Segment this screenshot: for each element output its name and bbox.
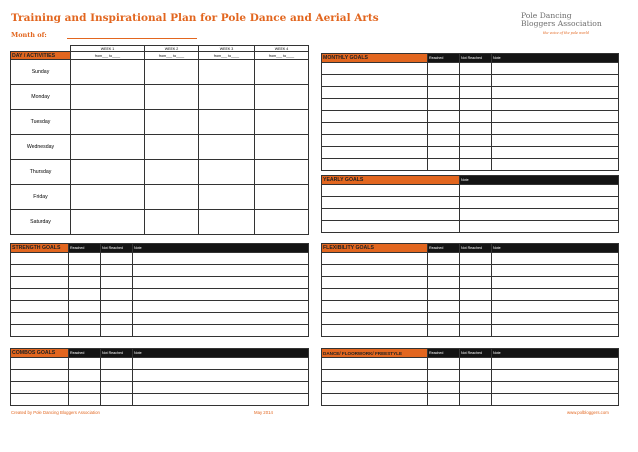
logo <box>521 12 631 38</box>
combos-goals-title: COMBOS GOALS <box>11 349 69 358</box>
col-reached: Reached <box>428 349 460 358</box>
goal-row <box>11 382 309 394</box>
col-reached: Reached <box>428 54 460 63</box>
col-note: Note <box>133 244 309 253</box>
goal-row <box>322 301 619 313</box>
goal-row <box>322 358 619 370</box>
col-note: Note <box>492 244 619 253</box>
day-label: Friday <box>11 185 71 210</box>
goal-row <box>322 87 619 99</box>
goal-row <box>322 185 619 197</box>
strength-goals-table <box>10 243 309 337</box>
day-row <box>11 110 309 135</box>
flexibility-goals-table <box>321 243 619 337</box>
logo-line-2: Bloggers Association <box>521 19 602 28</box>
page-title: Training and Inspirational Plan for Pole Dance and Aerial Arts <box>11 12 379 24</box>
combos-goals-table <box>10 348 309 406</box>
week-1-range[interactable]: from___ to____ <box>71 52 145 60</box>
goal-row <box>11 301 309 313</box>
week-2-range[interactable]: from___ to____ <box>145 52 199 60</box>
goal-row <box>322 253 619 265</box>
day-label: Sunday <box>11 60 71 85</box>
goal-row <box>322 370 619 382</box>
goal-row <box>11 253 309 265</box>
monthly-goals-title: MONTHLY GOALS <box>322 54 428 63</box>
col-note: Note <box>492 54 619 63</box>
strength-goals-title: STRENGTH GOALS <box>11 244 69 253</box>
goals-header-row <box>322 54 619 63</box>
footer-credit: Created by Pole Dancing Bloggers Association <box>11 410 100 415</box>
col-not-reached: Not Reached <box>460 54 492 63</box>
goal-row <box>322 111 619 123</box>
goal-row <box>11 370 309 382</box>
goal-row <box>322 265 619 277</box>
week-2-label: WEEK 2 <box>145 46 199 52</box>
goal-row <box>322 197 619 209</box>
goals-header-row <box>322 176 619 185</box>
goal-row <box>11 325 309 337</box>
day-row <box>11 85 309 110</box>
goal-row <box>322 159 619 171</box>
yearly-goals-table <box>321 175 619 233</box>
goal-row <box>11 358 309 370</box>
week-3-label: WEEK 3 <box>199 46 255 52</box>
goal-row <box>322 99 619 111</box>
footer-date: May 2014 <box>254 410 273 415</box>
week-table <box>10 45 309 235</box>
monthly-goals-table <box>321 53 619 171</box>
day-label: Saturday <box>11 210 71 235</box>
col-note: Note <box>492 349 619 358</box>
goal-row <box>11 265 309 277</box>
day-row <box>11 135 309 160</box>
goal-row <box>322 382 619 394</box>
month-input-line[interactable] <box>67 38 197 39</box>
col-not-reached: Not Reached <box>460 349 492 358</box>
goal-row <box>322 123 619 135</box>
day-row <box>11 210 309 235</box>
footer-website-link[interactable]: www.polbloggers.com <box>567 410 609 415</box>
month-label: Month of: <box>11 31 47 39</box>
week-subheader-row <box>11 52 309 60</box>
goal-row <box>322 147 619 159</box>
goal-row <box>322 289 619 301</box>
week-3-range[interactable]: from___ to____ <box>199 52 255 60</box>
col-reached: Reached <box>69 349 101 358</box>
goals-header-row <box>322 244 619 253</box>
week-1-label: WEEK 1 <box>71 46 145 52</box>
goal-row <box>11 277 309 289</box>
day-activities-header: DAY / ACTIVITIES <box>11 52 71 60</box>
day-label: Thursday <box>11 160 71 185</box>
col-note: Note <box>133 349 309 358</box>
col-note: Note <box>460 176 619 185</box>
week-4-label: WEEK 4 <box>255 46 309 52</box>
flexibility-goals-title: FLEXIBILITY GOALS <box>322 244 428 253</box>
day-label: Wednesday <box>11 135 71 160</box>
goal-row <box>322 135 619 147</box>
goal-row <box>322 325 619 337</box>
day-row <box>11 160 309 185</box>
goal-row <box>322 209 619 221</box>
day-label: Tuesday <box>11 110 71 135</box>
dance-goals-title: DANCE/ FLOORWORK/ FREESTYLE <box>322 349 428 358</box>
goals-header-row <box>322 349 619 358</box>
col-not-reached: Not Reached <box>101 349 133 358</box>
goal-row <box>322 221 619 233</box>
goal-row <box>11 289 309 301</box>
logo-tagline: the voice of the pole world <box>543 31 589 35</box>
col-reached: Reached <box>428 244 460 253</box>
goal-row <box>322 277 619 289</box>
day-row <box>11 185 309 210</box>
col-reached: Reached <box>69 244 101 253</box>
goal-row <box>11 394 309 406</box>
yearly-goals-title: YEARLY GOALS <box>322 176 460 185</box>
goal-row <box>11 313 309 325</box>
logo-line-1: Pole Dancing <box>521 11 572 20</box>
dance-goals-table <box>321 348 619 406</box>
goal-row <box>322 63 619 75</box>
week-4-range[interactable]: from___ to____ <box>255 52 309 60</box>
day-row <box>11 60 309 85</box>
goal-row <box>322 313 619 325</box>
day-label: Monday <box>11 85 71 110</box>
col-not-reached: Not Reached <box>460 244 492 253</box>
col-not-reached: Not Reached <box>101 244 133 253</box>
goals-header-row <box>11 244 309 253</box>
goal-row <box>322 394 619 406</box>
goals-header-row <box>11 349 309 358</box>
goal-row <box>322 75 619 87</box>
